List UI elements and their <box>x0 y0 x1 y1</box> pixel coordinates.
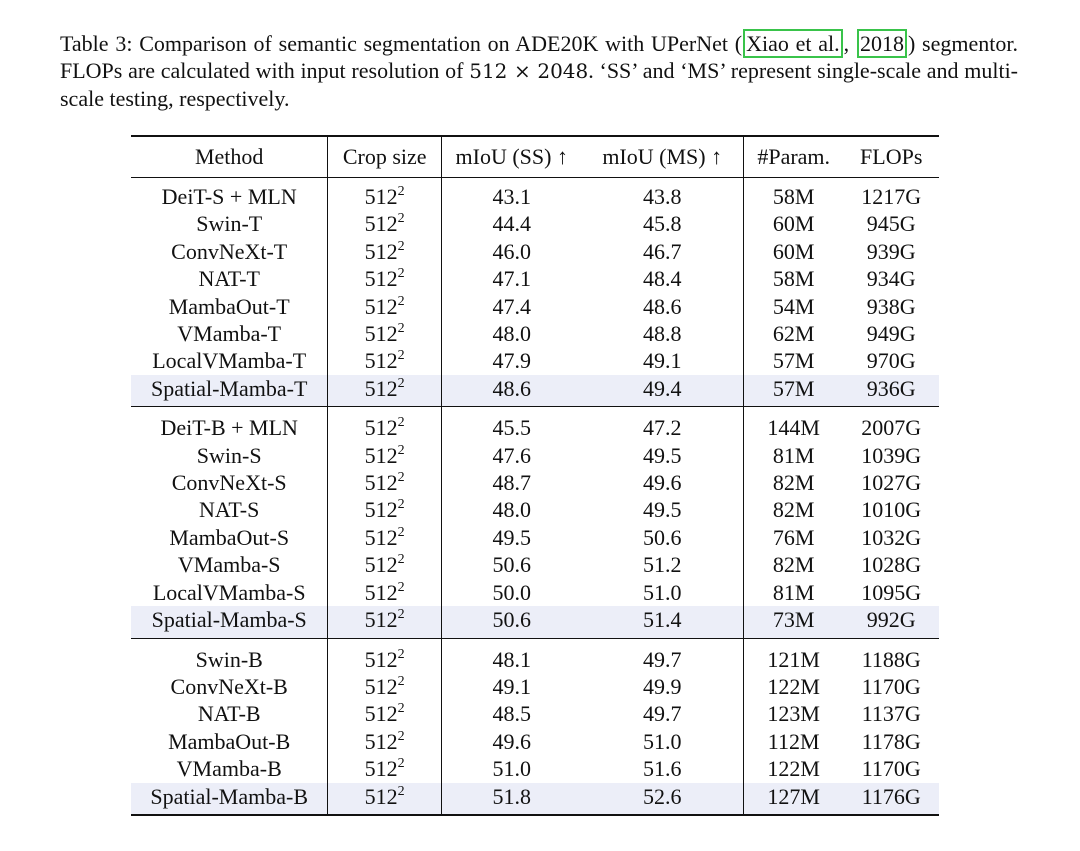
crop-base: 512 <box>364 783 398 809</box>
cell-flops: 1176G <box>843 783 939 815</box>
cell-crop-size <box>328 524 442 551</box>
cell-miou-ms: 48.4 <box>582 265 744 292</box>
cell-miou-ms: 51.2 <box>582 551 744 578</box>
cell-flops: 1178G <box>861 728 921 754</box>
header-flops: FLOPs <box>860 144 923 169</box>
cell-params: 144M <box>767 415 820 441</box>
cell-miou-ms: 47.2 <box>582 407 744 442</box>
crop-base: 512 <box>364 442 398 468</box>
cell-method: DeiT-B + MLN <box>131 407 328 442</box>
cell-miou-ms: 49.6 <box>582 469 744 496</box>
cell-crop-size <box>328 293 442 320</box>
cell-miou-ms: 46.7 <box>582 238 744 265</box>
cell-params: 58M <box>772 266 815 292</box>
cell-miou-ms: 51.0 <box>582 579 744 606</box>
table-group <box>131 638 939 815</box>
table-row <box>131 638 939 673</box>
crop-exponent: 2 <box>397 524 405 540</box>
cell-crop-size <box>328 700 442 727</box>
cell-method: LocalVMamba-S <box>131 579 328 606</box>
cell-crop-size <box>328 469 442 496</box>
crop-exponent: 2 <box>397 348 405 364</box>
cell-miou-ss: 48.0 <box>492 321 531 347</box>
cell-miou-ss: 47.6 <box>492 442 531 468</box>
table-row <box>131 783 939 815</box>
cell-flops: 945G <box>866 211 916 237</box>
cell-method: MambaOut-B <box>131 728 328 755</box>
cell-flops: 1137G <box>861 701 921 727</box>
cell-method: NAT-T <box>131 265 328 292</box>
cell-miou-ss: 50.6 <box>441 606 581 638</box>
cell-flops: 936G <box>843 375 939 407</box>
table-row <box>131 700 939 727</box>
table-row <box>131 347 939 374</box>
cite-year: 2018 <box>859 31 904 56</box>
cell-flops: 934G <box>866 266 916 292</box>
citation-year-link[interactable] <box>857 29 907 58</box>
crop-base: 512 <box>364 497 398 523</box>
cell-params: 54M <box>772 293 815 319</box>
cell-crop-size <box>328 178 442 211</box>
cell-miou-ms: 51.0 <box>582 728 744 755</box>
cell-miou-ms: 52.6 <box>582 783 744 815</box>
table-row <box>131 469 939 496</box>
cell-miou-ms: 49.7 <box>582 638 744 673</box>
crop-base: 512 <box>364 756 398 782</box>
cell-params: 82M <box>772 470 815 496</box>
crop-exponent: 2 <box>397 293 405 309</box>
cell-miou-ss: 48.5 <box>492 701 531 727</box>
cell-flops: 970G <box>866 348 916 374</box>
cell-method: ConvNeXt-B <box>131 673 328 700</box>
crop-exponent: 2 <box>397 238 405 254</box>
cite-author: Xiao et al. <box>746 31 840 56</box>
crop-exponent: 2 <box>397 470 405 486</box>
cell-method: NAT-S <box>131 496 328 523</box>
crop-base: 512 <box>364 211 398 237</box>
cell-method: VMamba-T <box>131 320 328 347</box>
header-params: #Param. <box>757 144 831 169</box>
cell-flops: 1027G <box>861 470 922 496</box>
header-method: Method <box>131 136 328 178</box>
crop-exponent: 2 <box>397 266 405 282</box>
cell-miou-ms: 49.7 <box>582 700 744 727</box>
cell-params: 121M <box>767 646 820 672</box>
table-row <box>131 293 939 320</box>
crop-base: 512 <box>364 184 398 209</box>
cell-flops: 1032G <box>861 524 922 550</box>
cell-miou-ms: 49.1 <box>582 347 744 374</box>
cell-flops: 992G <box>843 606 939 638</box>
cell-flops: 1028G <box>861 552 922 578</box>
cell-crop-size <box>328 783 442 815</box>
table-row <box>131 551 939 578</box>
cell-miou-ss: 47.9 <box>492 348 531 374</box>
cell-crop-size <box>328 442 442 469</box>
caption-suffix: . ‘SS’ and ‘MS’ represent single-scale and multi-scale testing, respectively. <box>60 58 1019 111</box>
crop-base: 512 <box>364 293 398 319</box>
crop-exponent: 2 <box>397 552 405 568</box>
cell-params: 81M <box>772 442 815 468</box>
crop-base: 512 <box>364 701 398 727</box>
crop-exponent: 2 <box>397 415 405 431</box>
cell-miou-ms: 49.4 <box>582 375 744 407</box>
table-row <box>131 375 939 407</box>
header-miou-ss: mIoU (SS) ↑ <box>455 144 568 169</box>
table-row <box>131 524 939 551</box>
cell-params: 123M <box>767 701 820 727</box>
crop-base: 512 <box>364 607 398 633</box>
crop-exponent: 2 <box>397 728 405 744</box>
cell-crop-size <box>328 755 442 782</box>
cell-crop-size <box>328 238 442 265</box>
cell-params: 122M <box>767 756 820 782</box>
crop-exponent: 2 <box>397 497 405 513</box>
cell-miou-ms: 49.5 <box>582 442 744 469</box>
cell-flops: 1188G <box>861 646 921 672</box>
crop-exponent: 2 <box>397 701 405 717</box>
cell-params: 57M <box>743 375 843 407</box>
header-miou-ms: mIoU (MS) ↑ <box>582 136 744 178</box>
cite-separator: , <box>843 31 856 56</box>
cell-flops: 1170G <box>861 756 921 782</box>
cell-method: Spatial-Mamba-B <box>131 783 328 815</box>
crop-exponent: 2 <box>397 184 405 199</box>
cell-miou-ms: 48.6 <box>582 293 744 320</box>
cell-miou-ss: 44.4 <box>492 211 531 237</box>
crop-exponent: 2 <box>397 646 405 662</box>
crop-base: 512 <box>364 470 398 496</box>
cell-crop-size <box>328 320 442 347</box>
cell-params: 60M <box>772 211 815 237</box>
table-row <box>131 178 939 211</box>
cell-crop-size <box>328 407 442 442</box>
table-row <box>131 320 939 347</box>
cell-params: 112M <box>767 728 820 754</box>
cell-miou-ss: 50.6 <box>492 552 531 578</box>
cell-method: ConvNeXt-T <box>131 238 328 265</box>
cell-params: 82M <box>772 497 815 523</box>
cell-flops: 949G <box>866 321 916 347</box>
crop-base: 512 <box>364 552 398 578</box>
crop-base: 512 <box>364 646 398 672</box>
cell-crop-size <box>328 347 442 374</box>
caption-prefix: Table 3: Comparison of semantic segmentation on ADE20K with UPerNet ( <box>60 31 743 56</box>
crop-exponent: 2 <box>397 211 405 227</box>
crop-base: 512 <box>364 524 398 550</box>
header-crop-size: Crop size <box>328 136 442 178</box>
table-row <box>131 496 939 523</box>
cell-flops: 1217G <box>861 184 922 209</box>
cell-method: MambaOut-T <box>131 293 328 320</box>
cell-miou-ss: 48.6 <box>441 375 581 407</box>
cell-params: 58M <box>772 184 815 209</box>
cell-params: 73M <box>743 606 843 638</box>
crop-exponent: 2 <box>397 756 405 772</box>
cell-miou-ms: 50.6 <box>582 524 744 551</box>
cell-flops: 939G <box>866 238 916 264</box>
cell-crop-size <box>328 728 442 755</box>
cell-miou-ms: 45.8 <box>582 210 744 237</box>
crop-exponent: 2 <box>397 442 405 458</box>
cell-method: VMamba-B <box>131 755 328 782</box>
cell-flops: 1095G <box>861 579 922 605</box>
cell-params: 81M <box>772 579 815 605</box>
table-row <box>131 238 939 265</box>
crop-base: 512 <box>364 579 398 605</box>
crop-exponent: 2 <box>397 607 405 623</box>
cell-miou-ss: 50.0 <box>492 579 531 605</box>
crop-base: 512 <box>364 321 398 347</box>
cell-miou-ms: 51.6 <box>582 755 744 782</box>
cell-miou-ms: 48.8 <box>582 320 744 347</box>
cell-miou-ms: 51.4 <box>582 606 744 638</box>
cell-miou-ss: 45.5 <box>492 415 531 441</box>
cell-miou-ss: 51.8 <box>441 783 581 815</box>
cell-params: 82M <box>772 552 815 578</box>
cell-method: NAT-B <box>131 700 328 727</box>
cell-crop-size <box>328 579 442 606</box>
cell-method: ConvNeXt-S <box>131 469 328 496</box>
cell-method: MambaOut-S <box>131 524 328 551</box>
table-row <box>131 442 939 469</box>
crop-exponent: 2 <box>397 673 405 689</box>
cell-crop-size <box>328 210 442 237</box>
cell-method: Swin-B <box>131 638 328 673</box>
cell-miou-ms: 49.9 <box>582 673 744 700</box>
citation-link[interactable] <box>743 29 843 58</box>
table-group <box>131 178 939 407</box>
cell-crop-size <box>328 606 442 638</box>
table-row <box>131 407 939 442</box>
cell-flops: 938G <box>866 293 916 319</box>
crop-exponent: 2 <box>397 375 405 391</box>
table-row <box>131 210 939 237</box>
cell-method: Swin-S <box>131 442 328 469</box>
cell-method: DeiT-S + MLN <box>131 178 328 211</box>
cell-params: 127M <box>743 783 843 815</box>
cell-flops: 1010G <box>861 497 922 523</box>
cell-miou-ss: 51.0 <box>492 756 531 782</box>
table-row <box>131 728 939 755</box>
cell-params: 62M <box>772 321 815 347</box>
crop-base: 512 <box>364 266 398 292</box>
cell-miou-ss: 46.0 <box>492 238 531 264</box>
table-row <box>131 673 939 700</box>
crop-exponent: 2 <box>397 783 405 799</box>
cell-method: Spatial-Mamba-S <box>131 606 328 638</box>
cell-crop-size <box>328 638 442 673</box>
cell-miou-ms: 43.8 <box>582 178 744 211</box>
table-row <box>131 579 939 606</box>
crop-base: 512 <box>364 375 398 401</box>
crop-base: 512 <box>364 673 398 699</box>
cell-miou-ss: 49.5 <box>492 524 531 550</box>
header-row <box>131 136 939 178</box>
cell-params: 76M <box>772 524 815 550</box>
table-row <box>131 606 939 638</box>
cell-miou-ss: 48.7 <box>492 470 531 496</box>
cell-crop-size <box>328 496 442 523</box>
cell-method: LocalVMamba-T <box>131 347 328 374</box>
cell-miou-ss: 47.1 <box>492 266 531 292</box>
results-table <box>131 135 939 816</box>
cell-miou-ms: 49.5 <box>582 496 744 523</box>
cell-crop-size <box>328 375 442 407</box>
cell-flops: 1039G <box>861 442 922 468</box>
crop-base: 512 <box>364 238 398 264</box>
cell-params: 122M <box>767 673 820 699</box>
cell-miou-ss: 49.6 <box>492 728 531 754</box>
cell-miou-ss: 49.1 <box>492 673 531 699</box>
crop-exponent: 2 <box>397 579 405 595</box>
cell-method: Swin-T <box>131 210 328 237</box>
crop-exponent: 2 <box>397 321 405 337</box>
crop-base: 512 <box>364 348 398 374</box>
cell-method: Spatial-Mamba-T <box>131 375 328 407</box>
cell-miou-ss: 48.0 <box>492 497 531 523</box>
cell-flops: 1170G <box>861 673 921 699</box>
cell-crop-size <box>328 673 442 700</box>
table-row <box>131 755 939 782</box>
cell-miou-ss: 48.1 <box>492 646 531 672</box>
cell-flops: 2007G <box>861 415 922 441</box>
cell-miou-ss: 47.4 <box>492 293 531 319</box>
table-group <box>131 407 939 638</box>
cell-crop-size <box>328 551 442 578</box>
cell-params: 60M <box>772 238 815 264</box>
crop-base: 512 <box>364 728 398 754</box>
table-caption <box>60 30 1018 112</box>
cell-crop-size <box>328 265 442 292</box>
cell-method: VMamba-S <box>131 551 328 578</box>
cell-miou-ss: 43.1 <box>492 184 531 209</box>
cell-params: 57M <box>772 348 815 374</box>
caption-resolution: 512 × 2048 <box>469 59 589 83</box>
crop-base: 512 <box>364 415 398 441</box>
caption-mid: ) segmentor. FLOPs are calculated with input resolution of <box>60 31 1018 83</box>
table-row <box>131 265 939 292</box>
